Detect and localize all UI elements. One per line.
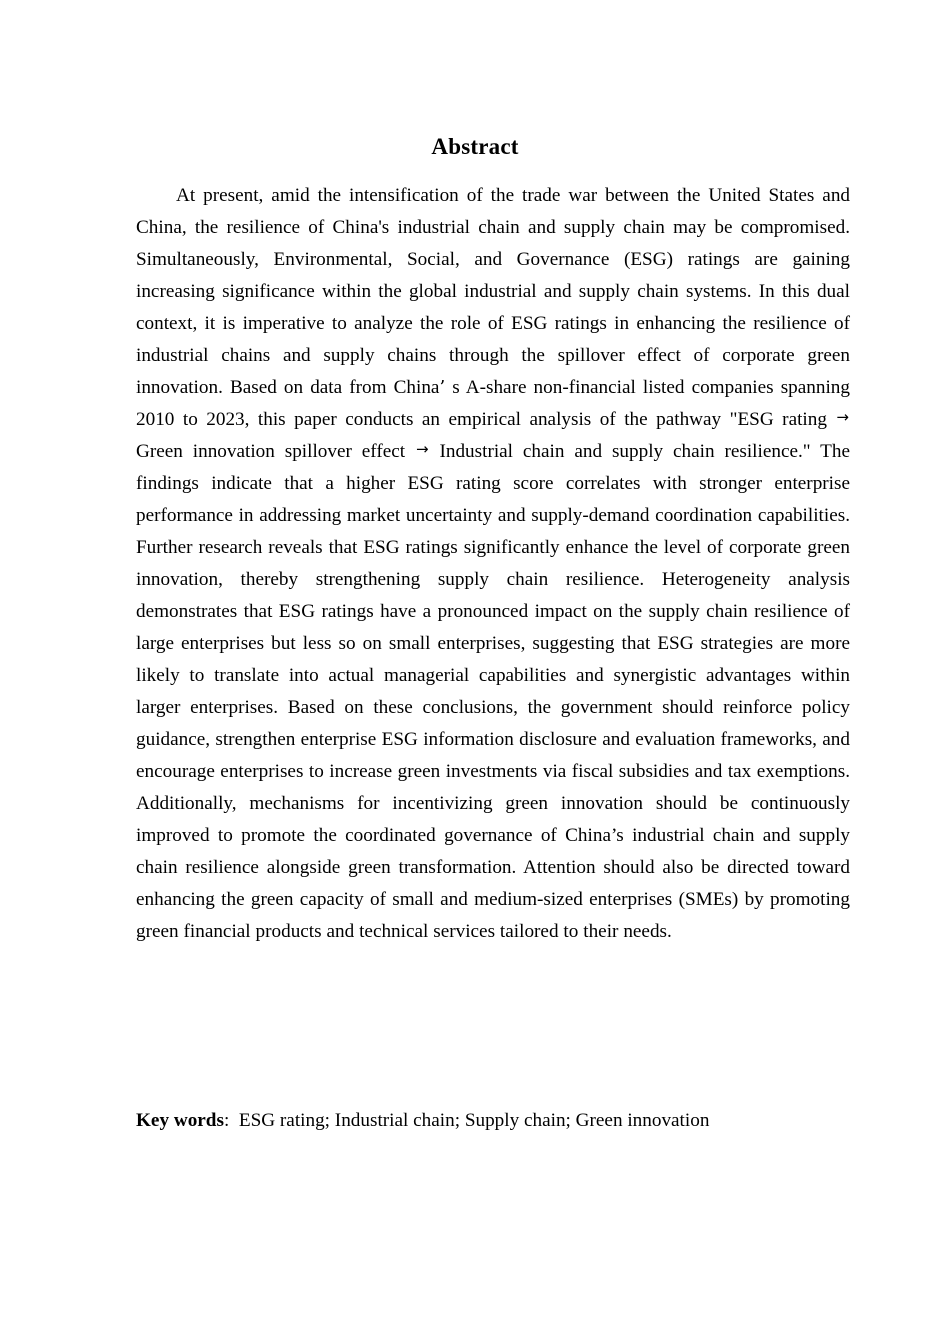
cjk-apostrophe-glyph: ’ <box>439 377 446 398</box>
abstract-body <box>136 180 850 948</box>
abstract-text-part-1: At present, amid the intensification of the trade war between the United States and China, the resilience of China's industrial chain and supply chain may be compromised. Simultaneously, Environmental, Social, and Governance (ESG) ratings are gaining increasing significance within the global industrial and supply chain systems. In this dual context, it is imperative to analyze the role of ESG ratings in enhancing the resilience of industrial chains and supply chains through the spillover effect of corporate green innovation. Based on data from China <box>136 185 850 398</box>
keywords-separator: : <box>223 1110 230 1131</box>
page-title: Abstract <box>431 134 519 160</box>
keywords-label: Key words <box>136 1110 224 1131</box>
keywords-spacer <box>229 1110 239 1131</box>
keywords-value: ESG rating; Industrial chain; Supply chain; Green innovation <box>238 1110 710 1131</box>
abstract-paragraph <box>136 180 850 948</box>
abstract-text-part-2: s A-share non-financial listed companies spanning 2010 to 2023, this paper conducts an empirical analysis of the pathway "ESG rating <box>136 377 850 430</box>
right-arrow-icon: → <box>416 440 429 458</box>
right-arrow-icon: → <box>836 408 849 426</box>
keywords-line <box>136 1105 850 1137</box>
abstract-text-part-3: Green innovation spillover effect <box>136 441 415 462</box>
abstract-text-part-4: Industrial chain and supply chain resilience." The findings indicate that a higher ESG rating score correlates with stronger enterprise performance in addressing market uncertainty and supply-demand coordination capabilities. Further research reveals that ESG ratings significantly enhance the level of corporate green innovation, thereby strengthening supply chain resilience. Heterogeneity analysis demonstrates that ESG ratings have a pronounced impact on the supply chain resilience of large enterprises but less so on small enterprises, suggesting that ESG strategies are more likely to translate into actual managerial capabilities and synergistic advantages within larger enterprises. Based on these conclusions, the government should reinforce policy guidance, strengthen enterprise ESG information disclosure and evaluation frameworks, and encourage enterprises to increase green investments via fiscal subsidies and tax exemptions. Additionally, mechanisms for incentivizing green innovation should be continuously improved to promote the coordinated governance of China’s industrial chain and supply chain resilience alongside green transformation. Attention should also be directed toward enhancing the green capacity of small and medium-sized enterprises (SMEs) by promoting green financial products and technical services tailored to their needs. <box>136 441 850 942</box>
